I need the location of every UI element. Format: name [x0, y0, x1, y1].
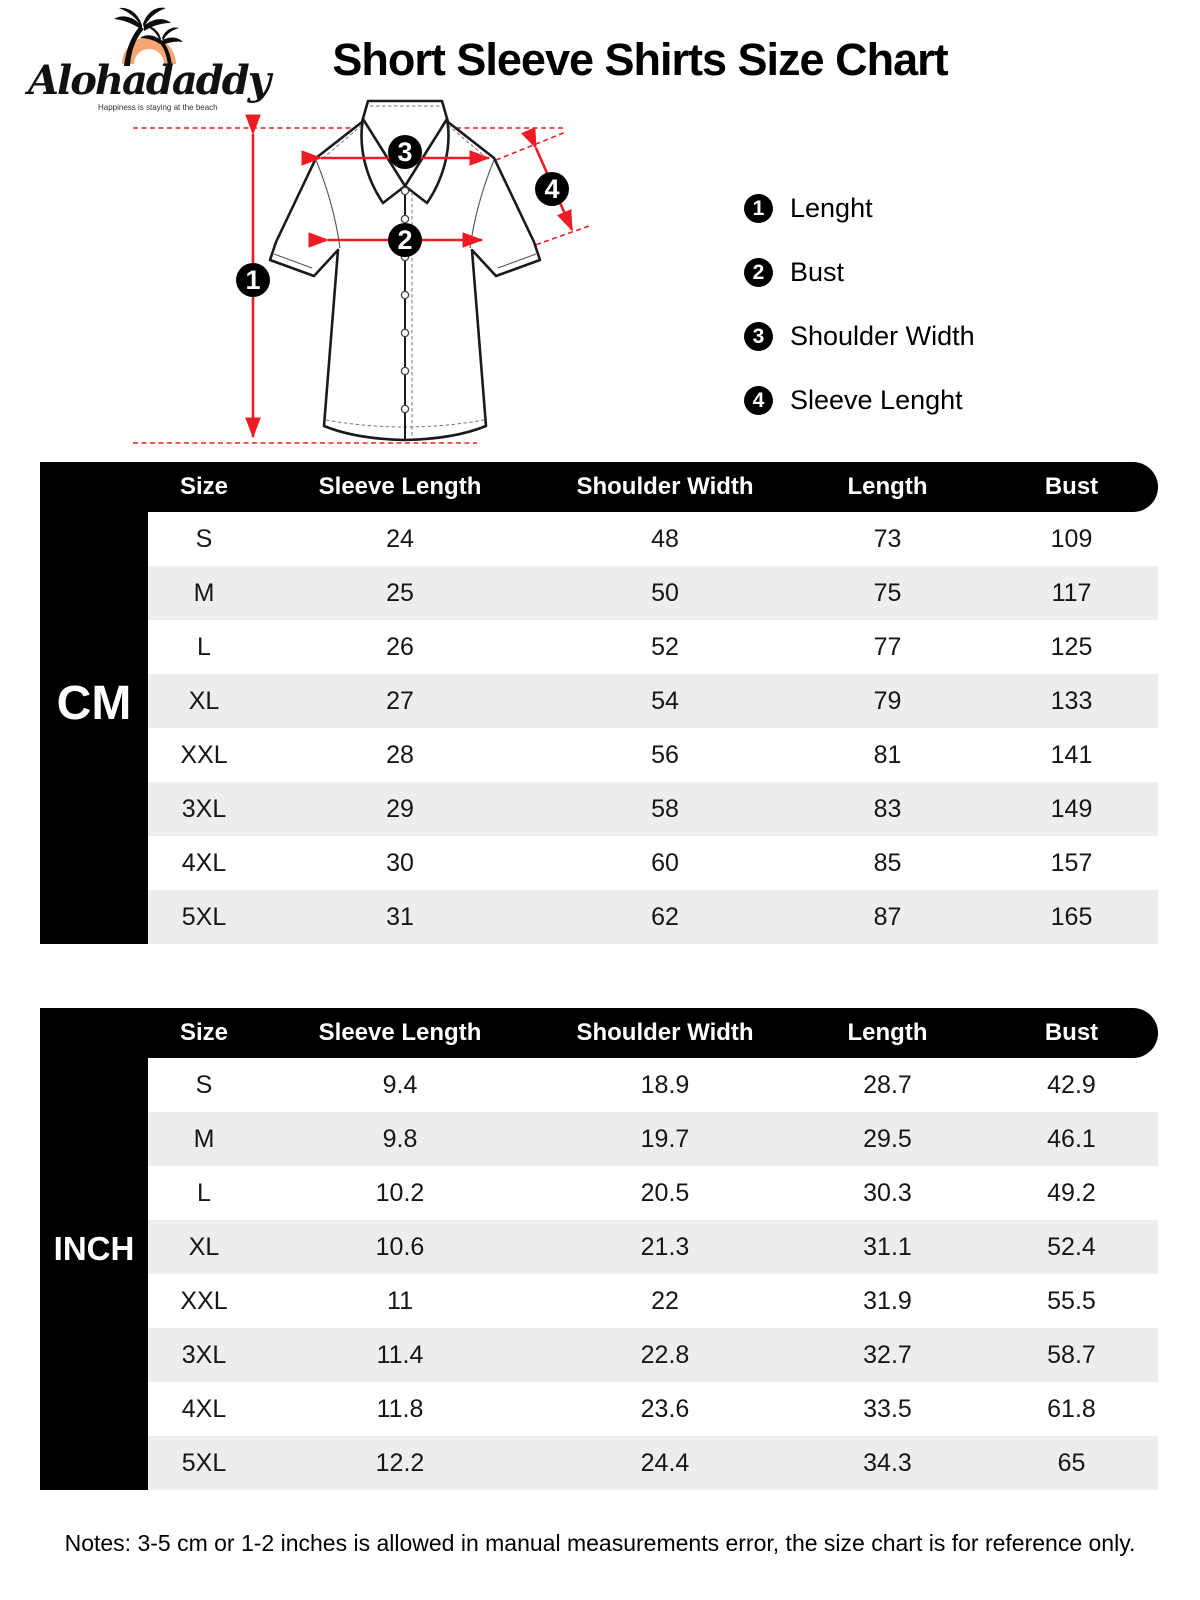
cell-shoulder-width: 52 [651, 632, 679, 661]
cell-bust: 109 [1050, 524, 1093, 553]
cell-shoulder-width: 20.5 [640, 1178, 690, 1207]
cell-size: XXL [180, 1286, 228, 1315]
svg-text:4: 4 [544, 174, 560, 204]
cell-bust: 49.2 [1047, 1178, 1096, 1207]
column-header-bust: Bust [1044, 473, 1099, 500]
cell-size: 4XL [181, 1394, 227, 1423]
inch-table-header [40, 1008, 1158, 1058]
table-row [148, 1328, 1158, 1382]
cell-sleeve-length: 24 [386, 524, 414, 553]
cell-sleeve-length: 26 [386, 632, 414, 661]
inch-size-table [40, 1008, 1158, 1490]
cell-bust: 165 [1050, 902, 1093, 931]
legend-item-sleeve-length [744, 385, 975, 416]
cell-sleeve-length: 11.4 [376, 1340, 424, 1369]
cell-sleeve-length: 9.4 [382, 1070, 418, 1099]
cell-size: 5XL [181, 1448, 227, 1477]
table-row [148, 1274, 1158, 1328]
cell-shoulder-width: 22 [651, 1286, 679, 1315]
cell-bust: 133 [1050, 686, 1093, 715]
column-header-length: Length [847, 473, 928, 500]
cell-size: 5XL [181, 902, 227, 931]
table-row [148, 1436, 1158, 1490]
cell-bust: 125 [1050, 632, 1093, 661]
legend-number-badge: 1 [744, 194, 773, 223]
legend-number-badge: 3 [744, 322, 773, 351]
svg-text:1: 1 [245, 265, 261, 295]
cell-bust: 65 [1057, 1448, 1086, 1477]
inch-table-body [148, 1058, 1158, 1490]
table-row [148, 1166, 1158, 1220]
cell-size: L [197, 1178, 211, 1207]
cell-sleeve-length: 27 [386, 686, 414, 715]
cell-bust: 141 [1050, 740, 1093, 769]
diagram-marker-1 [236, 263, 270, 297]
unit-label-cm: CM [40, 462, 148, 944]
cell-shoulder-width: 22.8 [640, 1340, 690, 1369]
column-header-size: Size [179, 1019, 229, 1046]
cell-length: 73 [873, 524, 902, 553]
cell-sleeve-length: 10.2 [375, 1178, 425, 1207]
cell-length: 31.9 [863, 1286, 912, 1315]
cell-shoulder-width: 24.4 [640, 1448, 690, 1477]
table-row [148, 620, 1158, 674]
cell-length: 33.5 [863, 1394, 912, 1423]
svg-text:3: 3 [397, 137, 413, 167]
shirt-measurement-diagram [100, 92, 600, 457]
cell-length: 32.7 [863, 1340, 912, 1369]
cell-bust: 61.8 [1047, 1394, 1096, 1423]
cell-length: 30.3 [863, 1178, 912, 1207]
table-row [148, 836, 1158, 890]
cell-size: S [195, 1070, 213, 1099]
table-row [148, 728, 1158, 782]
legend-label: Bust [790, 257, 845, 287]
svg-text:2: 2 [397, 225, 413, 255]
cell-sleeve-length: 28 [386, 740, 414, 769]
table-row [148, 566, 1158, 620]
table-row [148, 1220, 1158, 1274]
diagram-marker-4 [535, 172, 569, 206]
cell-length: 83 [873, 794, 902, 823]
measurement-legend [744, 193, 975, 416]
cell-sleeve-length: 29 [386, 794, 414, 823]
legend-number-badge: 4 [744, 386, 773, 415]
cell-bust: 46.1 [1047, 1124, 1096, 1153]
table-row [148, 512, 1158, 566]
cell-size: M [193, 1124, 215, 1153]
cell-size: 4XL [181, 848, 227, 877]
column-header-size: Size [179, 473, 229, 500]
notes-text: Notes: 3-5 cm or 1-2 inches is allowed in manual measurements error, the size chart is for reference only. [64, 1530, 1136, 1556]
cell-shoulder-width: 54 [651, 686, 679, 715]
cell-shoulder-width: 48 [651, 524, 679, 553]
cell-bust: 52.4 [1047, 1232, 1096, 1261]
table-row [148, 1058, 1158, 1112]
cell-sleeve-length: 9.8 [382, 1124, 418, 1153]
cm-size-table [40, 462, 1158, 944]
cm-table-body [148, 512, 1158, 944]
cell-bust: 157 [1050, 848, 1093, 877]
cell-size: XXL [180, 740, 228, 769]
legend-item-bust [744, 257, 975, 288]
cell-length: 28.7 [863, 1070, 912, 1099]
cell-shoulder-width: 21.3 [640, 1232, 690, 1261]
cell-shoulder-width: 56 [651, 740, 679, 769]
cell-bust: 55.5 [1047, 1286, 1096, 1315]
column-header-sleeve-length: Sleeve Length [318, 473, 482, 500]
page-title: Short Sleeve Shirts Size Chart [332, 34, 948, 85]
cell-shoulder-width: 50 [651, 578, 679, 607]
cell-length: 81 [873, 740, 902, 769]
cell-sleeve-length: 30 [386, 848, 414, 877]
column-header-shoulder-width: Shoulder Width [576, 1019, 754, 1046]
cell-length: 34.3 [863, 1448, 912, 1477]
table-row [148, 1112, 1158, 1166]
cell-shoulder-width: 60 [651, 848, 679, 877]
table-row [148, 890, 1158, 944]
cell-length: 85 [873, 848, 902, 877]
table-row [148, 674, 1158, 728]
column-header-sleeve-length: Sleeve Length [318, 1019, 482, 1046]
table-row [148, 1382, 1158, 1436]
legend-item-length [744, 193, 975, 224]
cell-shoulder-width: 23.6 [640, 1394, 690, 1423]
cell-bust: 58.7 [1047, 1340, 1096, 1369]
cell-shoulder-width: 58 [651, 794, 679, 823]
column-header-shoulder-width: Shoulder Width [576, 473, 754, 500]
table-row [148, 782, 1158, 836]
legend-label: Sleeve Lenght [790, 385, 963, 415]
column-header-bust: Bust [1044, 1019, 1099, 1046]
cell-sleeve-length: 11.8 [376, 1394, 424, 1423]
cell-shoulder-width: 18.9 [640, 1070, 690, 1099]
cell-sleeve-length: 12.2 [375, 1448, 425, 1477]
cell-size: 3XL [181, 1340, 227, 1369]
legend-label: Shoulder Width [790, 321, 975, 351]
cell-size: 3XL [181, 794, 227, 823]
brand-tagline: Happiness is staying at the beach [98, 103, 218, 112]
cell-sleeve-length: 10.6 [375, 1232, 425, 1261]
cell-size: XL [188, 686, 220, 715]
cell-length: 87 [873, 902, 902, 931]
cell-length: 31.1 [863, 1232, 912, 1261]
cell-size: S [195, 524, 213, 553]
cell-bust: 149 [1050, 794, 1093, 823]
cell-size: L [197, 632, 211, 661]
legend-label: Lenght [790, 193, 873, 223]
legend-item-shoulder-width [744, 321, 975, 352]
cell-sleeve-length: 31 [386, 902, 414, 931]
cell-shoulder-width: 19.7 [640, 1124, 690, 1153]
diagram-marker-2 [388, 223, 422, 257]
column-header-length: Length [847, 1019, 928, 1046]
cell-sleeve-length: 11 [387, 1286, 413, 1315]
unit-label-inch: INCH [40, 1008, 148, 1490]
brand-name: Alohadaddy [28, 57, 269, 104]
legend-number-badge: 2 [744, 258, 773, 287]
cell-length: 29.5 [863, 1124, 912, 1153]
cell-bust: 117 [1051, 578, 1092, 607]
cell-length: 79 [873, 686, 902, 715]
cell-size: XL [188, 1232, 220, 1261]
cell-shoulder-width: 62 [651, 902, 679, 931]
sleeve-top-guide-dashed-line [496, 132, 566, 160]
cell-size: M [193, 578, 215, 607]
diagram-marker-3 [388, 135, 422, 169]
cell-sleeve-length: 25 [386, 578, 414, 607]
cell-length: 77 [873, 632, 902, 661]
cm-table-header [40, 462, 1158, 512]
cell-length: 75 [873, 578, 902, 607]
cell-bust: 42.9 [1047, 1070, 1096, 1099]
